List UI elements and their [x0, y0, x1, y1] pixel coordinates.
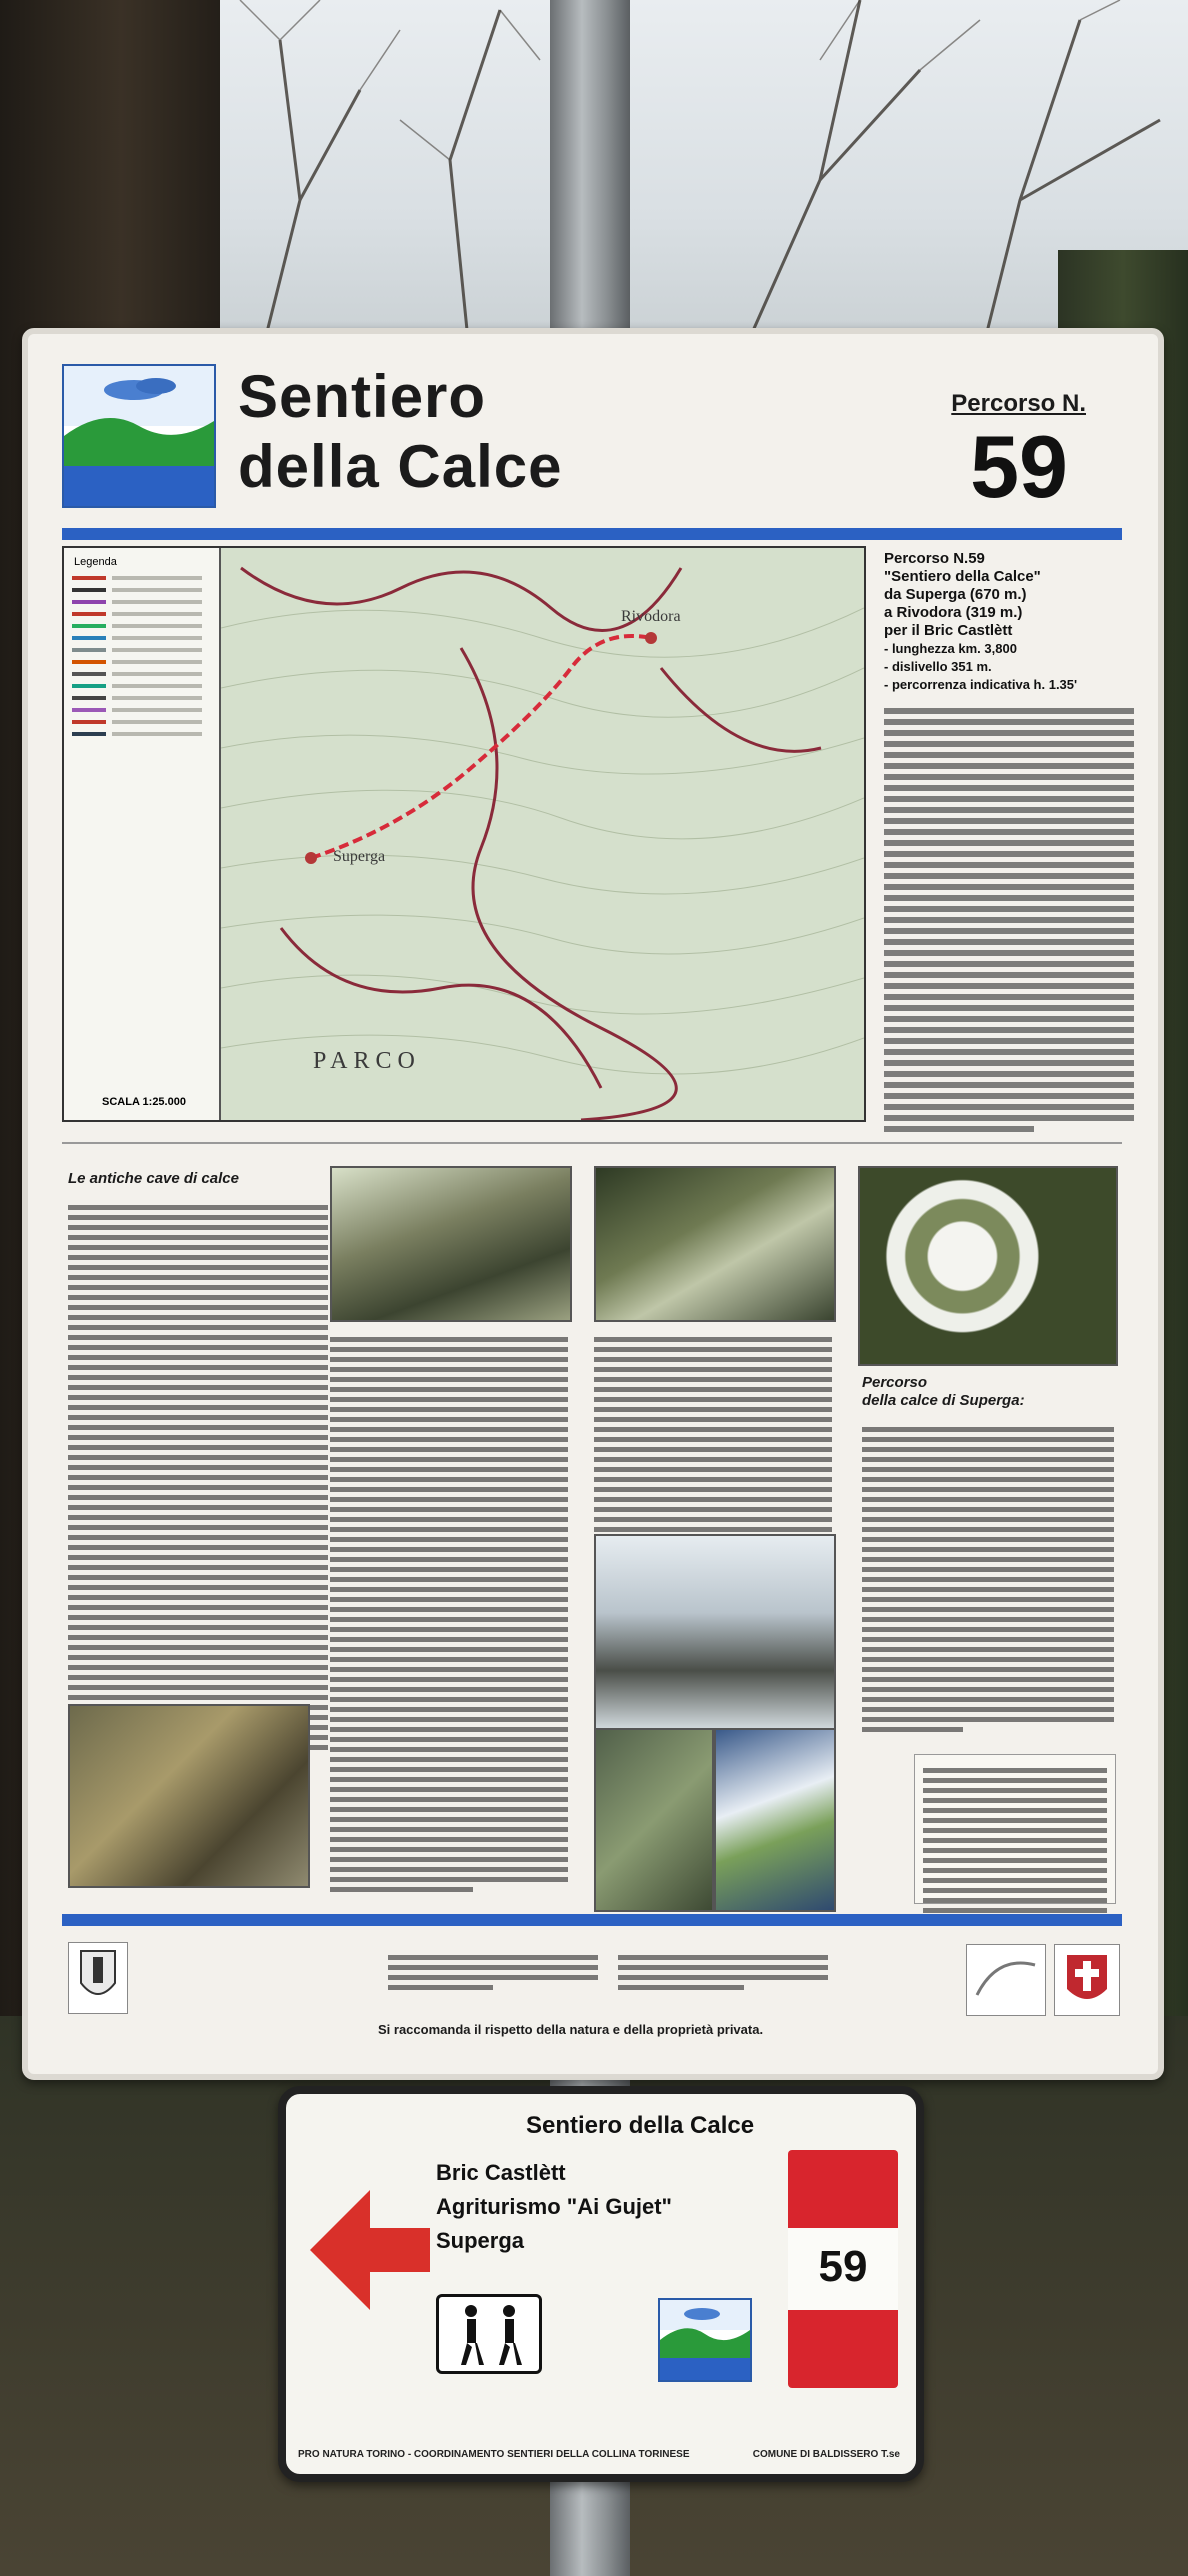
marker-number: 59	[818, 2242, 868, 2291]
map-label-rivodora: Rivodora	[621, 608, 681, 625]
desc-title: Percorso N.59	[884, 550, 985, 567]
desc-subtitle: "Sentiero della Calce"	[884, 568, 1041, 585]
percorso-number: 59	[970, 417, 1068, 516]
desc-line: a Rivodora (319 m.)	[884, 604, 1023, 621]
route-description	[884, 550, 1134, 1137]
text-column-2	[330, 1332, 568, 1897]
section2-title-line1: Percorso	[862, 1374, 928, 1391]
marker-red-top	[788, 2150, 898, 2228]
direction-sign-footer-left: PRO NATURA TORINO - COORDINAMENTO SENTIERI DELLA COLLINA TORINESE	[298, 2449, 690, 2460]
direction-sign-title: Sentiero della Calce	[526, 2112, 755, 2139]
footer-message: Si raccomanda il rispetto della natura e della proprietà privata.	[378, 2022, 764, 2037]
text-column-3	[594, 1332, 832, 1547]
logo-sentieri-collina-icon	[658, 2298, 752, 2382]
section-title: Le antiche cave di calce	[68, 1170, 239, 1187]
trail-info-board	[22, 328, 1164, 2080]
provincia-torino-icon	[1054, 1944, 1120, 2016]
percorso-label: Percorso N.	[951, 390, 1086, 417]
coat-of-arms-icon	[68, 1942, 128, 2014]
legend-notes-box	[914, 1754, 1116, 1904]
map-label-parco: PARCO	[313, 1048, 421, 1074]
trail-marker	[788, 2150, 898, 2388]
photo-waterfall	[714, 1728, 836, 1912]
desc-line: - percorrenza indicativa h. 1.35'	[884, 677, 1078, 692]
map-legend	[64, 548, 221, 1120]
destination-3: Superga	[436, 2228, 525, 2253]
destination-2: Agriturismo "Ai Gujet"	[436, 2194, 672, 2219]
section-divider	[62, 1142, 1122, 1144]
direction-sign-footer-right: COMUNE DI BALDISSERO T.se	[752, 2449, 900, 2460]
section2-title	[862, 1374, 1025, 1410]
pro-natura-logo-icon	[966, 1944, 1046, 2016]
board-title-line1: Sentiero	[238, 363, 487, 430]
photo-stream	[330, 1166, 572, 1322]
left-arrow-icon	[310, 2190, 430, 2310]
photo-wall	[594, 1166, 836, 1322]
desc-line: da Superga (670 m.)	[884, 586, 1027, 603]
desc-line: - lunghezza km. 3,800	[884, 641, 1017, 656]
blue-divider	[62, 528, 1122, 540]
desc-line: - dislivello 351 m.	[884, 659, 992, 674]
bare-branches	[220, 0, 1188, 360]
marker-red-bottom	[788, 2310, 898, 2388]
blue-divider-bottom	[62, 1914, 1122, 1926]
trail-map	[62, 546, 866, 1122]
map-area	[221, 548, 864, 1120]
hikers-icon	[436, 2294, 542, 2374]
legend-title: Legenda	[74, 556, 117, 568]
section2-title-line2: della calce di Superga:	[862, 1392, 1025, 1409]
direction-sign	[278, 2086, 924, 2482]
photo-frozen-cascade	[594, 1534, 836, 1730]
text-column-4	[862, 1422, 1114, 1737]
photo-cave-ruins	[68, 1704, 310, 1888]
photo-rock	[594, 1728, 714, 1912]
footer-note-right	[618, 1950, 828, 1995]
board-title-line2: della Calce	[238, 433, 563, 500]
marker-white	[788, 2228, 898, 2310]
desc-paragraph	[884, 708, 1134, 1132]
map-scale: SCALA 1:25.000	[102, 1096, 186, 1108]
logo-sentieri-collina-icon	[62, 364, 216, 508]
destination-1: Bric Castlètt	[436, 2160, 566, 2185]
text-column-1	[68, 1200, 328, 1765]
photo-limestone	[858, 1166, 1118, 1366]
map-label-superga: Superga	[333, 848, 386, 865]
footer-note-left	[388, 1950, 598, 1995]
desc-line: per il Bric Castlètt	[884, 622, 1013, 639]
board-title	[238, 362, 563, 502]
